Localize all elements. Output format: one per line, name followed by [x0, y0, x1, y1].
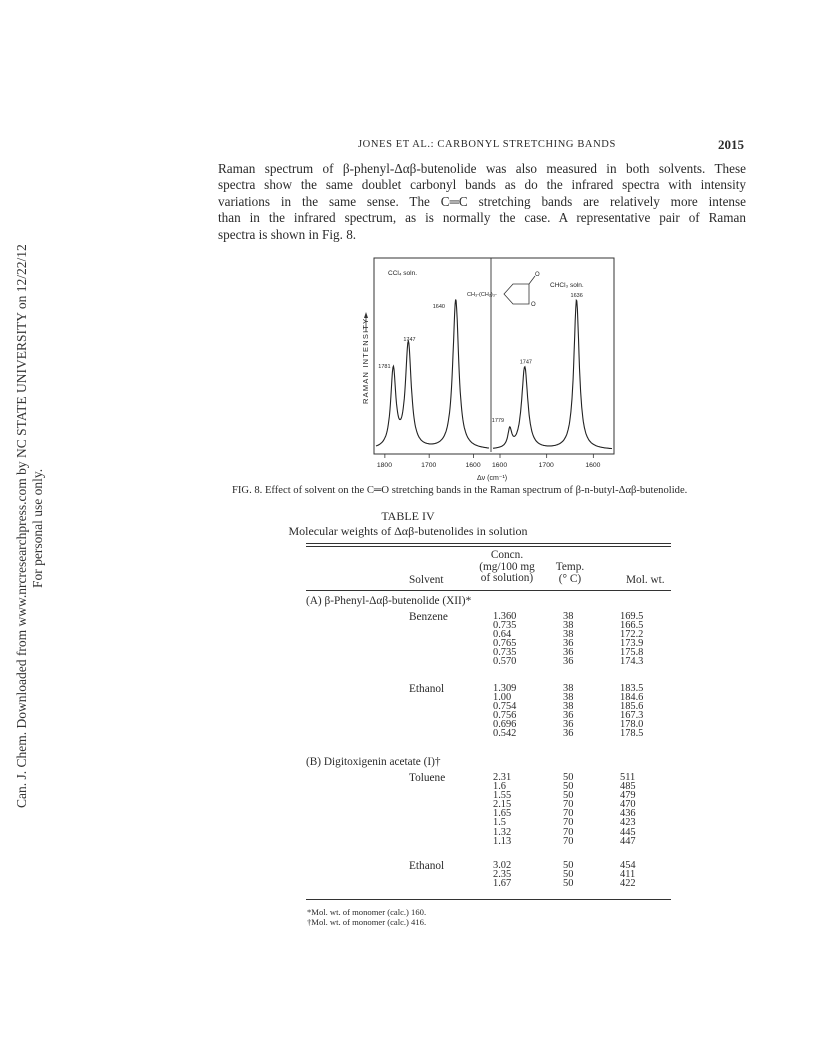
paragraph-line: spectra show the same doublet carbonyl bands as do the infrared spectra with intensity — [218, 177, 746, 193]
concn-cell: 0.754 — [493, 701, 517, 713]
temp-cell: 38 — [563, 620, 574, 632]
tick-1600-right-a: 1600 — [492, 462, 508, 469]
butenolide-ring — [504, 284, 529, 304]
temp-column — [563, 612, 573, 667]
molwt-cell: 167.3 — [620, 710, 644, 722]
carbonyl-oxygen: O — [535, 272, 540, 278]
temp-cell: 70 — [563, 826, 574, 838]
temp-column — [563, 773, 573, 846]
concn-cell: 1.32 — [493, 826, 512, 838]
concn-column — [493, 773, 511, 846]
temp-column — [563, 861, 573, 888]
solvent-ethanol-b: Ethanol — [409, 860, 445, 872]
paragraph-line: variations in the same sense. The C═C stretching bands are relatively more intense — [218, 193, 746, 209]
download-notice-line1: Can. J. Chem. Downloaded from www.nrcresearchpress.com by NC STATE UNIVERSITY on 12/22/12 — [14, 244, 29, 808]
concn-cell: 0.735 — [493, 620, 517, 632]
concn-cell: 2.31 — [493, 772, 512, 783]
concn-cell: 1.65 — [493, 808, 512, 820]
concn-cell: 1.67 — [493, 878, 512, 890]
peak-label-1636: 1636 — [570, 293, 583, 299]
concn-column — [493, 612, 516, 667]
tick-1600-right: 1600 — [585, 462, 601, 469]
molwt-column — [620, 612, 643, 667]
molwt-cell: 479 — [620, 790, 636, 802]
y-axis-arrowhead — [364, 312, 368, 318]
concn-cell: 0.542 — [493, 728, 517, 740]
molwt-cell: 173.9 — [620, 638, 644, 650]
solvent-toluene: Toluene — [409, 772, 446, 784]
header-concn — [462, 550, 552, 585]
tick-1800-left: 1800 — [376, 462, 392, 469]
molwt-cell: 423 — [620, 817, 636, 829]
molwt-cell: 454 — [620, 860, 636, 871]
table-header-rule — [306, 590, 671, 591]
temp-cell: 38 — [563, 629, 574, 641]
concn-cell: 1.00 — [493, 692, 512, 704]
paragraph-line: than in the infrared spectrum, as is normally the case. A representative pair of Raman — [218, 210, 746, 226]
table-title: Molecular weights of Δαβ-butenolides in solution — [288, 524, 528, 538]
peak-label-1779: 1779 — [491, 418, 505, 424]
concn-column — [493, 684, 516, 739]
temp-cell: 38 — [563, 611, 574, 622]
molwt-cell: 175.8 — [620, 647, 644, 659]
temp-cell: 38 — [563, 692, 574, 704]
table-bottom-rule — [306, 899, 671, 900]
molwt-cell: 169.5 — [620, 611, 644, 622]
header-concn-line: of solution) — [480, 572, 534, 584]
peak-label-1640: 1640 — [432, 304, 446, 310]
temp-cell: 70 — [563, 808, 574, 820]
paragraph-line: Raman spectrum of β-phenyl-Δαβ-butenolide was also measured in both solvents. These — [218, 161, 746, 176]
figure-caption: FIG. 8. Effect of solvent on the C═O stretching bands in the Raman spectrum of β-n-butyl-Δαβ-butenolide. — [232, 485, 688, 496]
temp-cell: 36 — [563, 647, 574, 659]
temp-cell: 50 — [563, 781, 574, 793]
substituent-label: CH₃-(CH₂)₃- — [467, 292, 497, 298]
temp-cell: 50 — [563, 878, 574, 890]
molwt-cell: 184.6 — [620, 692, 644, 704]
molwt-cell: 445 — [620, 826, 636, 838]
group-a-title: (A) β-Phenyl-Δαβ-butenolide (XII)* — [306, 595, 472, 607]
temp-column — [563, 684, 573, 739]
concn-cell: 1.6 — [493, 781, 506, 793]
molwt-cell: 178.5 — [620, 728, 644, 740]
molwt-cell: 485 — [620, 781, 636, 793]
chcl3-spectrum-trace — [493, 300, 612, 448]
molwt-cell: 511 — [620, 772, 636, 783]
solvent-benzene: Benzene — [409, 611, 448, 623]
temp-cell: 50 — [563, 772, 574, 783]
ring-oxygen-label: O — [531, 302, 536, 308]
table-top-rule — [306, 543, 671, 544]
temp-cell: 36 — [563, 638, 574, 650]
concn-cell: 0.735 — [493, 647, 517, 659]
molwt-cell: 183.5 — [620, 683, 644, 694]
concn-cell: 1.55 — [493, 790, 512, 802]
molwt-cell: 185.6 — [620, 701, 644, 713]
concn-cell: 0.756 — [493, 710, 517, 722]
header-temp-line: (° C) — [558, 572, 582, 585]
header-solvent: Solvent — [409, 574, 444, 586]
temp-cell: 38 — [563, 701, 574, 713]
tick-1700-right: 1700 — [538, 462, 554, 469]
temp-cell: 50 — [563, 869, 574, 881]
solvent-ethanol-a: Ethanol — [409, 683, 445, 695]
molwt-cell: 166.5 — [620, 620, 644, 632]
download-notice-line2: For personal use only. — [30, 468, 45, 588]
right-solvent-label: CHCl₃ soln. — [550, 282, 584, 289]
header-temp-line: Temp. — [555, 561, 585, 573]
temp-cell: 36 — [563, 719, 574, 731]
table-top-rule-double — [306, 546, 671, 547]
concn-cell: 1.309 — [493, 683, 517, 694]
concn-cell: 3.02 — [493, 860, 512, 871]
concn-cell: 0.64 — [493, 629, 512, 641]
page-number: 2015 — [718, 137, 744, 152]
concn-cell: 0.570 — [493, 656, 517, 668]
concn-cell: 2.15 — [493, 799, 512, 811]
header-molwt: Mol. wt. — [626, 574, 665, 586]
temp-cell: 50 — [563, 790, 574, 802]
temp-cell: 36 — [563, 728, 574, 740]
temp-cell: 70 — [563, 835, 574, 847]
concn-cell: 2.35 — [493, 869, 512, 881]
body-paragraph — [218, 161, 746, 243]
peak-label-1747-left: 1747 — [403, 337, 416, 343]
temp-cell: 36 — [563, 710, 574, 722]
temp-cell: 36 — [563, 656, 574, 668]
ccl4-spectrum-trace — [376, 300, 489, 449]
running-title: JONES ET AL.: CARBONYL STRETCHING BANDS — [358, 139, 616, 150]
header-concn-line: Concn. — [490, 549, 524, 561]
temp-cell: 70 — [563, 817, 574, 829]
raman-spectrum-figure — [355, 254, 625, 486]
temp-cell: 50 — [563, 860, 574, 871]
concn-cell: 1.13 — [493, 835, 512, 847]
molwt-cell: 172.2 — [620, 629, 644, 641]
concn-cell: 1.5 — [493, 817, 506, 829]
tick-1700-left: 1700 — [421, 462, 437, 469]
molwt-cell: 174.3 — [620, 656, 644, 668]
molwt-cell: 436 — [620, 808, 636, 820]
group-b-title: (B) Digitoxigenin acetate (I)† — [306, 756, 441, 768]
x-axis-label: Δν (cm⁻¹) — [477, 475, 508, 482]
concn-cell: 1.360 — [493, 611, 517, 622]
peak-label-1747-right: 1747 — [519, 359, 532, 366]
molwt-cell: 178.0 — [620, 719, 644, 731]
molwt-column — [620, 773, 636, 846]
concn-cell: 0.696 — [493, 719, 517, 731]
footnote-b: †Mol. wt. of monomer (calc.) 416. — [307, 917, 427, 927]
concn-cell: 0.765 — [493, 638, 517, 650]
molwt-cell: 411 — [620, 869, 636, 881]
concn-column — [493, 861, 511, 888]
header-temp — [545, 562, 595, 585]
left-solvent-label: CCl₄ soln. — [388, 270, 418, 277]
molwt-cell: 447 — [620, 835, 636, 847]
temp-cell: 70 — [563, 799, 574, 811]
y-axis-label: RAMAN INTENSITY — [361, 317, 370, 404]
molwt-column — [620, 684, 643, 739]
peak-label-1781: 1781 — [378, 364, 391, 370]
molwt-cell: 470 — [620, 799, 636, 811]
temp-cell: 38 — [563, 683, 574, 694]
paragraph-line: spectra is shown in Fig. 8. — [218, 226, 357, 242]
table-label: TABLE IV — [381, 509, 435, 523]
header-concn-line: (mg/100 mg — [479, 560, 535, 573]
molwt-cell: 422 — [620, 878, 636, 890]
molwt-column — [620, 861, 636, 888]
tick-1600-left: 1600 — [465, 462, 481, 469]
footnote-a: *Mol. wt. of monomer (calc.) 160. — [307, 907, 427, 917]
